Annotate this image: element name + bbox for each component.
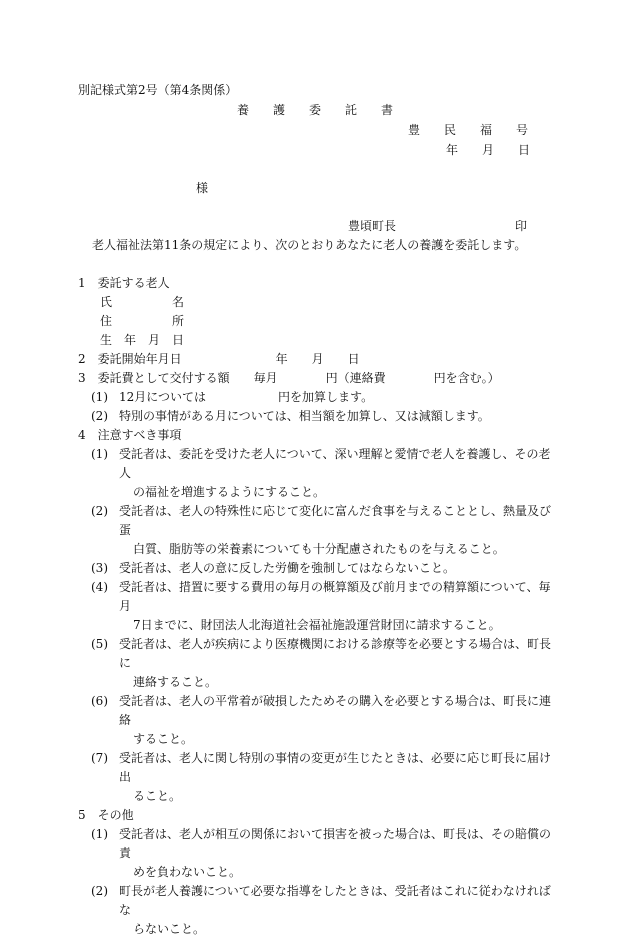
s5-item-1-line1: 受託者は、老人が相互の関係において損害を被った場合は、町長は、その賠償の責: [119, 827, 552, 860]
s4-item-5-line1: 受託者は、老人が疾病により医療機関における診療等を必要とする場合は、町長に: [119, 637, 552, 670]
s5-item-2-number: (2): [91, 884, 108, 898]
elder-address-label: 住 所: [100, 314, 185, 328]
s3-item-2-text: 特別の事情がある月については、相当額を加算し、又は減額します。: [119, 409, 490, 423]
document-body: [78, 274, 558, 939]
s4-item-7-line1: 受託者は、老人に関し特別の事情の変更が生じたときは、必要に応じ町長に届け出: [119, 751, 552, 784]
document-number: 豊 民 福 号: [408, 123, 529, 137]
s3-item-1: [91, 388, 558, 407]
s4-item-7-number: (7): [91, 751, 108, 765]
section-3: [78, 369, 558, 388]
elder-name-label: 氏 名: [100, 295, 185, 309]
s4-item-5-number: (5): [91, 637, 108, 651]
s5-item-1-number: (1): [91, 827, 108, 841]
s5-item-2-line1: 町長が老人養護について必要な指導をしたときは、受託者はこれに従わなければな: [119, 884, 551, 917]
s3-item-2: [91, 407, 558, 426]
s4-item-1-number: (1): [91, 447, 108, 461]
s4-item-2-line1: 受託者は、老人の特殊性に応じて変化に富んだ食事を与えることとし、熱量及び蛋: [119, 504, 552, 537]
s4-item-3-number: (3): [91, 561, 108, 575]
section-2-heading: 2 委託開始年月日: [78, 352, 182, 366]
start-date: 年 月 日: [275, 352, 360, 366]
s4-item-5: [91, 635, 558, 692]
s4-item-4-line1: 受託者は、措置に要する費用の毎月の概算額及び前月までの精算額について、毎月: [119, 580, 551, 613]
issuer: 豊頃町長: [348, 219, 397, 233]
s5-item-2-line2: らないこと。: [133, 922, 206, 936]
s4-item-6-number: (6): [91, 694, 108, 708]
s4-item-2-number: (2): [91, 504, 108, 518]
section-1-heading: 1 委託する老人: [78, 276, 170, 290]
monthly-amount: 毎月 円（連絡費 円を含む。）: [253, 371, 500, 385]
s4-item-2-line2: 白質、脂肪等の栄養素についても十分配慮されたものを与えること。: [133, 542, 505, 556]
s5-item-1-line2: めを負わないこと。: [133, 865, 242, 879]
s3-item-1-text: 12月については 円を加算します。: [119, 390, 374, 404]
document-title: 養 護 委 託 書: [237, 103, 394, 117]
section-4-heading: 4 注意すべき事項: [78, 428, 182, 442]
s4-item-6-line2: すること。: [133, 732, 194, 746]
s4-item-4: [91, 578, 558, 635]
s5-item-1: [91, 825, 558, 882]
addressee: 様: [196, 181, 209, 195]
s4-item-4-line2: 7日までに、財団法人北海道社会福祉施設運営財団に請求すること。: [133, 618, 501, 632]
s4-item-1: [91, 445, 558, 502]
s4-item-3-line1: 受託者は、老人の意に反した労働を強制してはならないこと。: [119, 561, 456, 575]
s4-item-3: [91, 559, 558, 578]
section-5-heading: 5 その他: [78, 808, 134, 822]
seal-mark: 印: [515, 219, 528, 233]
s4-item-7-line2: ること。: [133, 789, 182, 803]
section-2: [78, 350, 558, 369]
s4-item-6: [91, 692, 558, 749]
s4-item-5-line2: 連絡すること。: [133, 675, 218, 689]
s4-item-2: [91, 502, 558, 559]
s4-item-6-line1: 受託者は、老人の平常着が破損したためその購入を必要とする場合は、町長に連絡: [119, 694, 552, 727]
s4-item-1-line2: の福祉を増進するようにすること。: [133, 485, 326, 499]
elder-birthdate-label: 生 年 月 日: [100, 333, 185, 347]
s5-item-2: [91, 882, 558, 939]
s4-item-4-number: (4): [91, 580, 108, 594]
s4-item-1-line1: 受託者は、委託を受けた老人について、深い理解と愛情で老人を養護し、その老人: [119, 447, 551, 480]
s3-item-1-number: (1): [91, 390, 108, 404]
s3-item-2-number: (2): [91, 409, 108, 423]
intro-text: 老人福祉法第11条の規定により、次のとおりあなたに老人の養護を委託します。: [92, 238, 527, 252]
issue-date: 年 月 日: [446, 143, 531, 157]
form-number: 別記様式第2号（第4条関係）: [78, 83, 238, 97]
s4-item-7: [91, 749, 558, 806]
section-3-heading: 3 委託費として交付する額: [78, 371, 230, 385]
